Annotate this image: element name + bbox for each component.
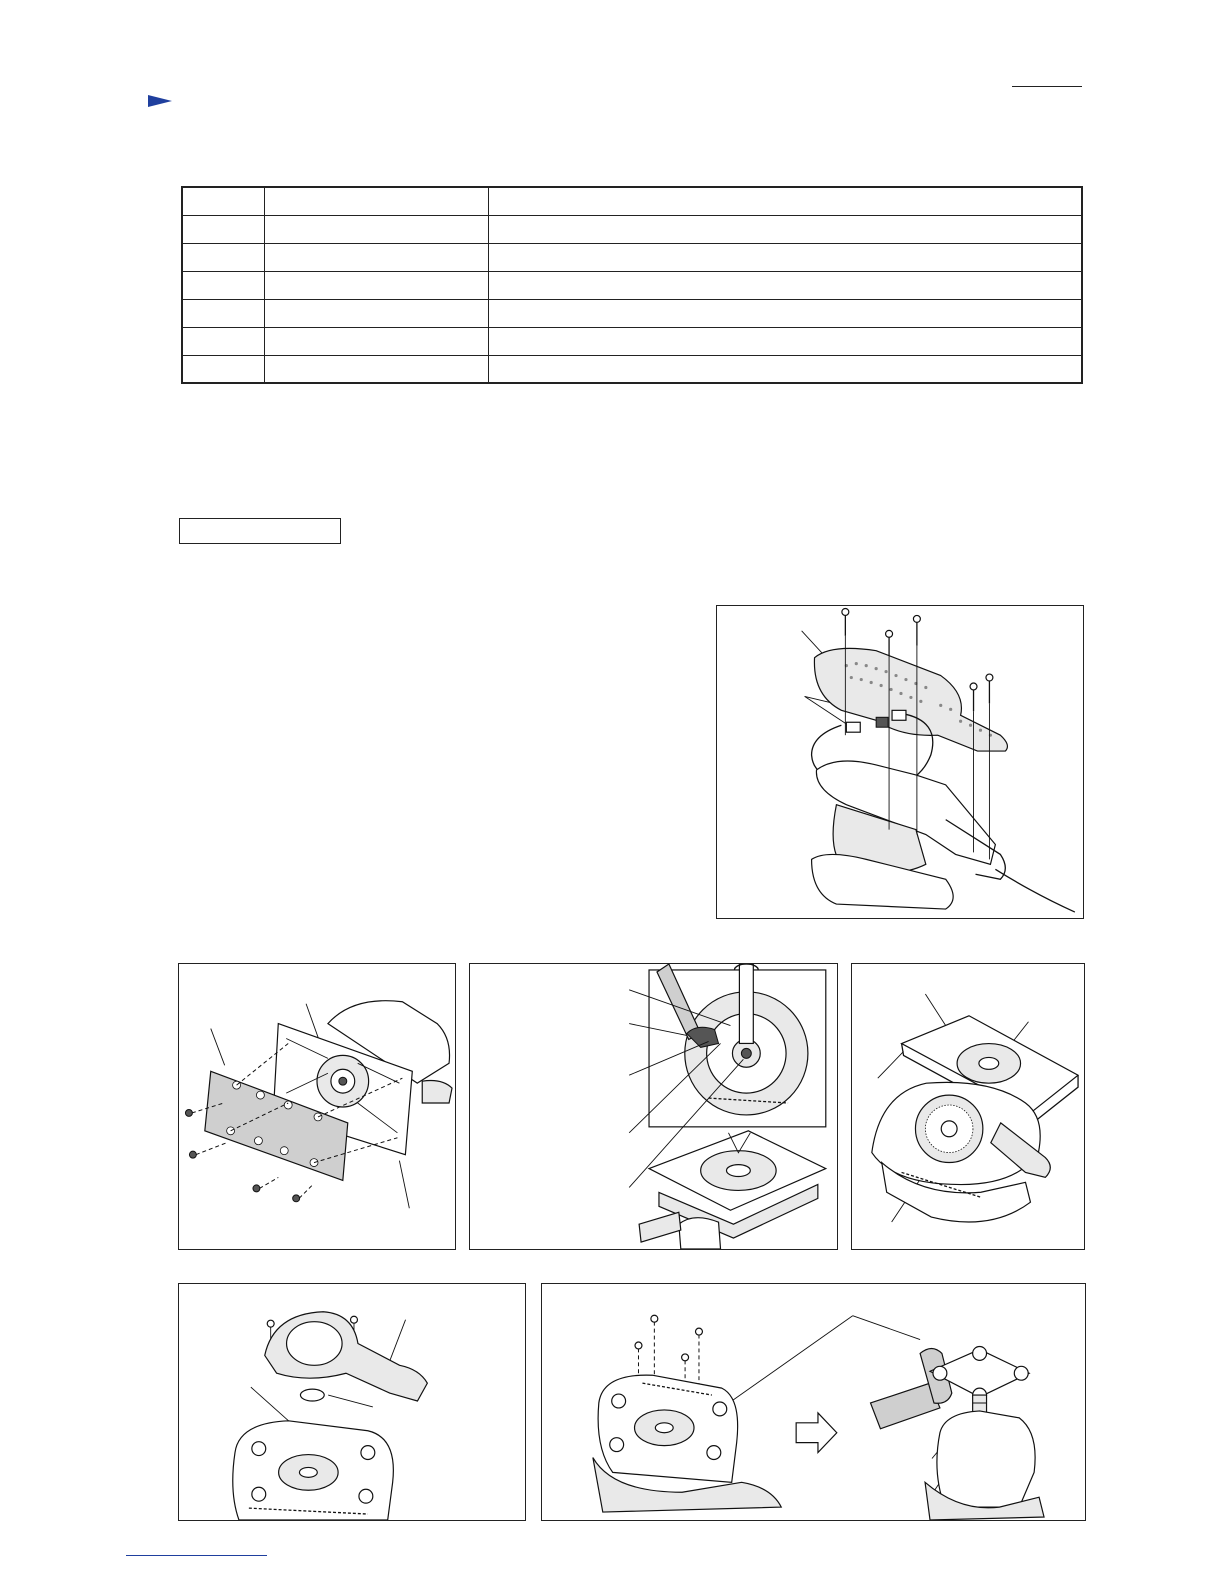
table-row bbox=[182, 299, 1082, 327]
table-cell bbox=[182, 187, 264, 215]
table-cell bbox=[488, 299, 1082, 327]
table-cell bbox=[488, 327, 1082, 355]
figure-handle-cover-removal bbox=[716, 605, 1084, 919]
table-row bbox=[182, 243, 1082, 271]
table-cell bbox=[182, 355, 264, 383]
screwdriver-illustration bbox=[470, 964, 837, 1249]
table-row bbox=[182, 215, 1082, 243]
table-cell bbox=[264, 243, 488, 271]
table-cell bbox=[264, 355, 488, 383]
table-cell bbox=[264, 187, 488, 215]
header-rule bbox=[1012, 86, 1082, 87]
figure-base-separated bbox=[851, 963, 1085, 1250]
section-arrow-marker-icon bbox=[148, 95, 172, 107]
table-cell bbox=[264, 215, 488, 243]
section-label-box bbox=[179, 518, 341, 544]
gear-removal-illustration bbox=[179, 1284, 525, 1520]
figure-pad-removal bbox=[178, 963, 456, 1250]
table-cell bbox=[264, 299, 488, 327]
table-cell bbox=[182, 271, 264, 299]
bracket-hammer-illustration bbox=[542, 1284, 1085, 1520]
base-separated-illustration bbox=[852, 964, 1084, 1249]
hammer-icon bbox=[871, 1348, 952, 1428]
figure-gear-removal bbox=[178, 1283, 526, 1521]
pad-removal-illustration bbox=[179, 964, 455, 1249]
specification-table bbox=[181, 186, 1083, 384]
table-row bbox=[182, 187, 1082, 215]
table-cell bbox=[488, 187, 1082, 215]
table-cell bbox=[182, 215, 264, 243]
screw-icon bbox=[635, 1315, 702, 1361]
table-cell bbox=[264, 271, 488, 299]
table-row bbox=[182, 355, 1082, 383]
table-row bbox=[182, 271, 1082, 299]
table-cell bbox=[488, 355, 1082, 383]
table-cell bbox=[182, 243, 264, 271]
table-row bbox=[182, 327, 1082, 355]
table-cell bbox=[488, 271, 1082, 299]
handle-cover-illustration bbox=[717, 606, 1083, 918]
table-cell bbox=[182, 327, 264, 355]
table-cell bbox=[264, 327, 488, 355]
screwdriver-icon bbox=[739, 964, 753, 1043]
figure-screwdriver-loosening bbox=[469, 963, 838, 1250]
footer-rule bbox=[126, 1555, 267, 1556]
figure-bracket-hammer bbox=[541, 1283, 1086, 1521]
right-arrow-icon bbox=[796, 1413, 837, 1453]
table-cell bbox=[488, 215, 1082, 243]
table-cell bbox=[488, 243, 1082, 271]
table-cell bbox=[182, 299, 264, 327]
